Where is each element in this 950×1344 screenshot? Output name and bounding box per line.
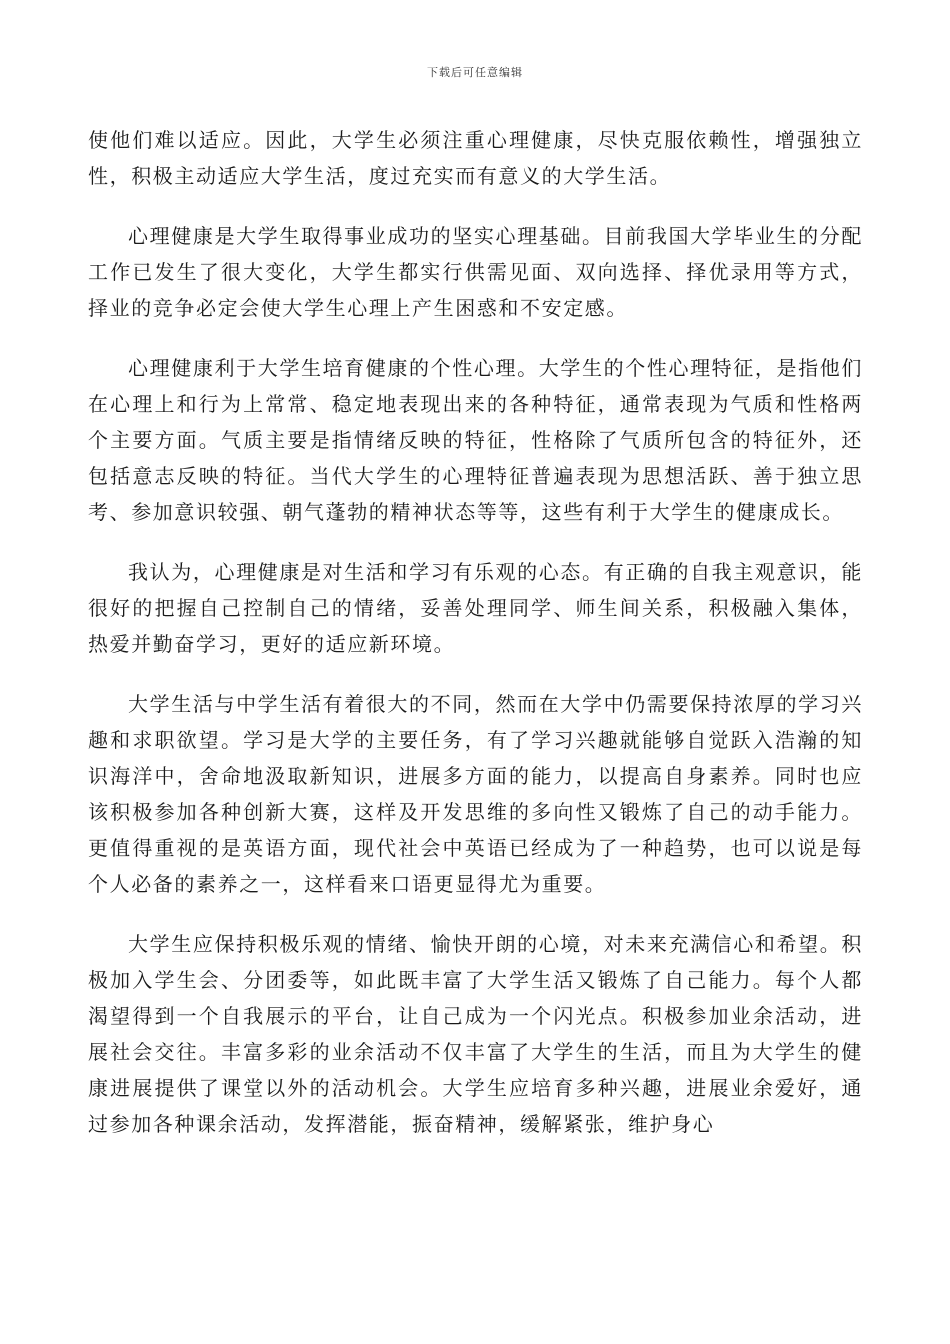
paragraph-4: 我认为，心理健康是对生活和学习有乐观的心态。有正确的自我主观意识，能很好的把握自己控制自己的情绪，妥善处理同学、师生间关系，积极融入集体，热爱并勤奋学习，更好的适应新环境。: [88, 560, 863, 656]
page-header: 下载后可任意编辑: [427, 66, 523, 79]
paragraph-2: 心理健康是大学生取得事业成功的坚实心理基础。目前我国大学毕业生的分配工作已发生了很大变化，大学生都实行供需见面、双向选择、择优录用等方式，择业的竞争必定会使大学生心理上产生困惑和不安定感。: [88, 224, 863, 320]
paragraph-5: 大学生活与中学生活有着很大的不同，然而在大学中仍需要保持浓厚的学习兴趣和求职欲望。学习是大学的主要任务，有了学习兴趣就能够自觉跃入浩瀚的知识海洋中，舍命地汲取新知识，进展多方面的能力，以提高自身素养。同时也应该积极参加各种创新大赛，这样及开发思维的多向性又锻炼了自己的动手能力。更值得重视的是英语方面，现代社会中英语已经成为了一种趋势，也可以说是每个人必备的素养之一，这样看来口语更显得尤为重要。: [88, 692, 863, 896]
paragraph-6: 大学生应保持积极乐观的情绪、愉快开朗的心境，对未来充满信心和希望。积极加入学生会、分团委等，如此既丰富了大学生活又锻炼了自己能力。每个人都渴望得到一个自我展示的平台，让自己成为一个闪光点。积极参加业余活动，进展社会交往。丰富多彩的业余活动不仅丰富了大学生的生活，而且为大学生的健康进展提供了课堂以外的活动机会。大学生应培育多种兴趣，进展业余爱好，通过参加各种课余活动，发挥潜能，振奋精神，缓解紧张，维护身心: [88, 932, 863, 1136]
document-body: [88, 122, 863, 1166]
paragraph-1: 使他们难以适应。因此，大学生必须注重心理健康，尽快克服依赖性，增强独立性，积极主动适应大学生活，度过充实而有意义的大学生活。: [88, 128, 863, 188]
paragraph-3: 心理健康利于大学生培育健康的个性心理。大学生的个性心理特征，是指他们在心理上和行为上常常、稳定地表现出来的各种特征，通常表现为气质和性格两个主要方面。气质主要是指情绪反映的特征，性格除了气质所包含的特征外，还包括意志反映的特征。当代大学生的心理特征普遍表现为思想活跃、善于独立思考、参加意识较强、朝气蓬勃的精神状态等等，这些有利于大学生的健康成长。: [88, 356, 863, 524]
